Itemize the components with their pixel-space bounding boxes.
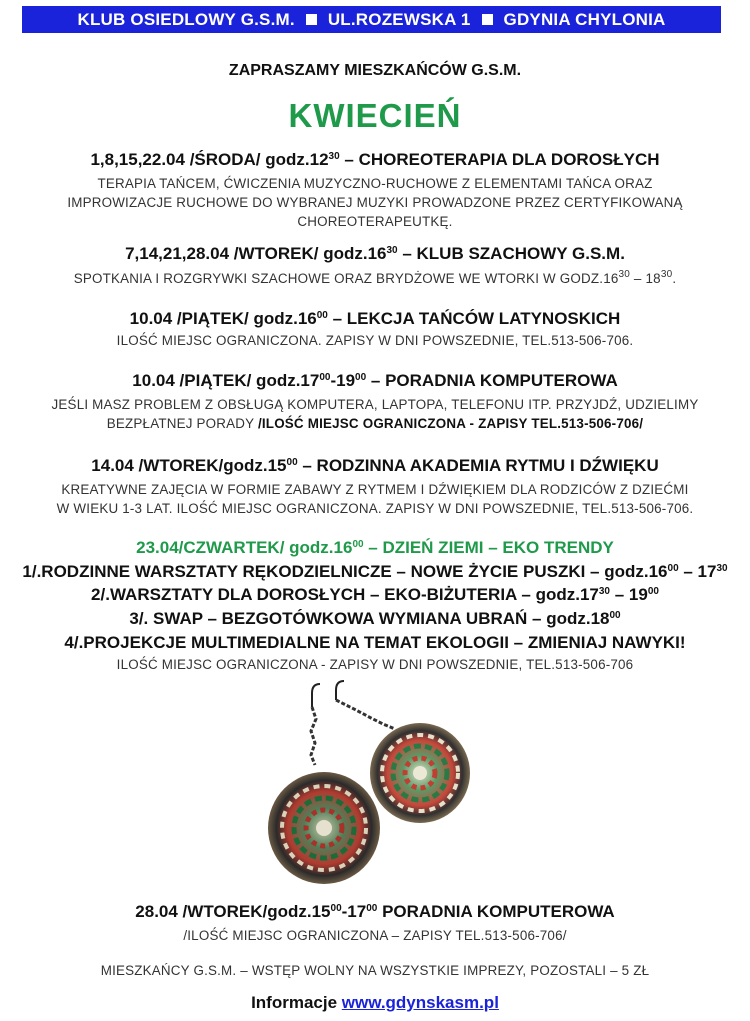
event-4-desc-1: JEŚLI MASZ PROBLEM Z OBSŁUGĄ KOMPUTERA, LAPTOPA, TELEFONU ITP. PRZYJDŹ, UDZIELIMY (51, 397, 699, 412)
website-link[interactable]: www.gdynskasm.pl (341, 993, 499, 1012)
event-1-heading: 1,8,15,22.04 /ŚRODA/ $godz.12^{30}$ – CHOREOTERAPIA DLA DOROSŁYCH (90, 150, 660, 169)
event-3-heading: 10.04 /PIĄTEK/ $godz.16^{00}$ – LEKCJA TAŃCÓW LATYNOSKICH (129, 309, 621, 328)
earring-hook-right (336, 681, 344, 700)
event-1-desc-2: IMPROWIZACJE RUCHOWE DO WYBRANEJ MUZYKI PROWADZONE PRZEZ CERTYFIKOWANĄ (67, 195, 683, 210)
event-5-heading: 14.04 $/WTOREK/godz.15^{00}$ – RODZINNA AKADEMIA RYTMU I DŹWIĘKU (91, 456, 659, 475)
footer-info-label: Informacje (251, 993, 342, 1012)
event-1-desc-3: CHOREOTERAPEUTKĘ. (297, 214, 453, 229)
footer-info (0, 993, 750, 1013)
header-banner (22, 6, 721, 33)
event-7-heading: 28.04 $/WTOREK/godz.15^{00}-17^{00}$ PORADNIA KOMPUTEROWA (135, 902, 615, 921)
eco-earrings-image (262, 676, 490, 886)
event-5-desc-2: W WIEKU 1-3 LAT. ILOŚĆ MIEJSC OGRANICZONA. ZAPISY W DNI POWSZEDNIE, TEL.513-506-706. (56, 501, 694, 516)
banner-city: GDYNIA CHYLONIA (503, 9, 666, 29)
event-4-signup-note: /ILOŚĆ MIEJSC OGRANICZONA - ZAPISY TEL.513-506-706/ (257, 416, 644, 431)
invite-heading: ZAPRASZAMY MIESZKAŃCÓW G.S.M. (228, 62, 522, 79)
earring-chain-right (336, 700, 395, 729)
entry-fee-note: MIESZKAŃCY G.S.M. – WSTĘP WOLNY NA WSZYSTKIE IMPREZY, POZOSTALI – 5 ZŁ (100, 963, 650, 978)
event-3-desc: ILOŚĆ MIEJSC OGRANICZONA. ZAPISY W DNI POWSZEDNIE, TEL.513-506-706. (116, 333, 634, 348)
banner-club: KLUB OSIEDLOWY G.S.M. (77, 9, 295, 29)
month-heading: KWIECIEŃ (288, 97, 462, 134)
earring-chain-left (311, 707, 316, 765)
event-6-desc: ILOŚĆ MIEJSC OGRANICZONA - ZAPISY W DNI POWSZEDNIE, TEL.513-506-706 (116, 657, 634, 672)
event-4-desc-2: BEZPŁATNEJ PORADY /ILOŚĆ MIEJSC OGRANICZONA - ZAPISY TEL.513-506-706/ (106, 416, 644, 431)
banner-street: UL.ROZEWSKA 1 (327, 9, 471, 29)
square-bullet-icon (482, 14, 493, 25)
event-5-desc-1: KREATYWNE ZAJĘCIA W FORMIE ZABAWY Z RYTMEM I DŹWIĘKIEM DLA RODZICÓW Z DZIEĆMI (61, 482, 689, 497)
event-6-heading: 23.04/CZWARTEK/ $godz.16^{00}$ – DZIEŃ ZIEMI – EKO TRENDY (136, 538, 614, 557)
earring-hook-left (312, 684, 320, 707)
event-7-desc: /ILOŚĆ MIEJSC OGRANICZONA – ZAPISY TEL.513-506-706/ (183, 928, 567, 943)
event-4-heading: 10.04 /PIĄTEK/ $godz.17^{00}-19^{00}$ – PORADNIA KOMPUTEROWA (132, 371, 618, 390)
event-6-item-3: 3/. SWAP – BEZGOTÓWKOWA WYMIANA UBRAŃ – $godz.18^{00}$ (129, 609, 621, 628)
square-bullet-icon (306, 14, 317, 25)
event-2-heading: 7,14,21,28.04 /WTOREK/ $godz.16^{30}$ – KLUB SZACHOWY G.S.M. (125, 244, 625, 263)
event-6-item-4: 4/.PROJEKCJE MULTIMEDIALNE NA TEMAT EKOLOGII – ZMIENIAJ NAWYKI! (64, 633, 686, 652)
event-2-desc: SPOTKANIA I ROZGRYWKI SZACHOWE ORAZ BRYDŻOWE WE WTORKI W $GODZ.16^{30} - 18^{30}$. (73, 269, 677, 286)
event-6-item-2: 2/.WARSZTATY DLA DOROSŁYCH – EKO-BIŻUTERIA – $godz.17^{30} - 19^{00}$ (91, 585, 659, 604)
event-1-desc-1: TERAPIA TAŃCEM, ĆWICZENIA MUZYCZNO-RUCHOWE Z ELEMENTAMI TAŃCA ORAZ (97, 176, 653, 191)
event-6-item-1: 1/.RODZINNE WARSZTATY RĘKODZIELNICZE – NOWE ŻYCIE PUSZKI – $godz.16^{00} - 17^{30}$ (22, 562, 728, 581)
